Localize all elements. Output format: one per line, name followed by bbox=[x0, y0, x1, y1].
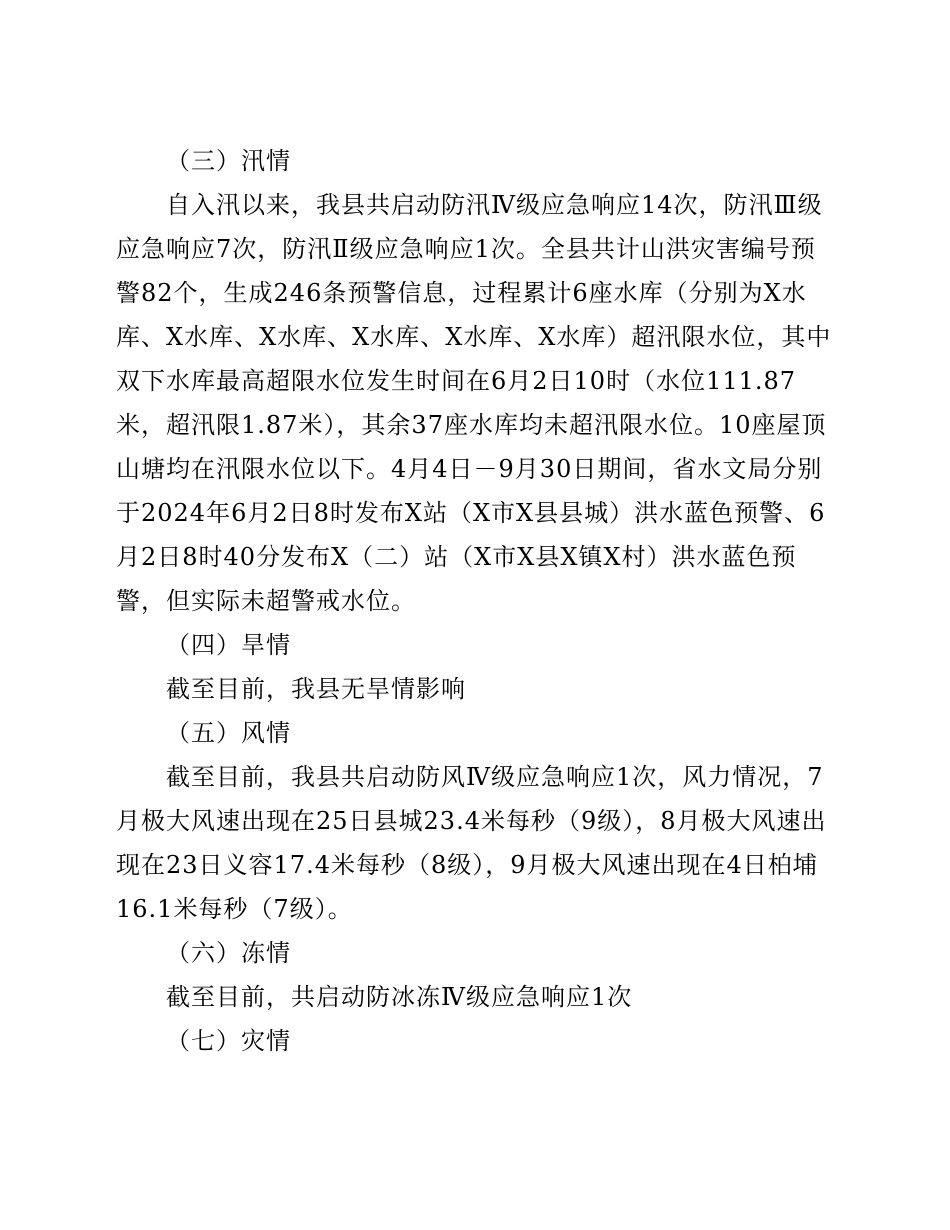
section-heading-freeze: （六）冻情 bbox=[166, 939, 291, 967]
section-paragraph-freeze: 截至目前，共启动防冰冻Ⅳ级应急响应1次 bbox=[166, 983, 633, 1011]
section-heading-wind: （五）风情 bbox=[166, 719, 291, 747]
section-paragraph-drought: 截至目前，我县无旱情影响 bbox=[166, 675, 466, 703]
section-heading-drought: （四）旱情 bbox=[166, 631, 291, 659]
section-heading-disaster: （七）灾情 bbox=[166, 1027, 291, 1055]
section-heading-flood: （三）汛情 bbox=[166, 147, 291, 175]
section-paragraph-flood: 自入汛以来，我县共启动防汛Ⅳ级应急响应14次，防汛Ⅲ级应急响应7次，防汛Ⅱ级应急响应1次。全县共计山洪灾害编号预警82个，生成246条预警信息，过程累计6座水库（分别为X水库、X水库、X水库、X水库、X水库、X水库）超汛限水位，其中双下水库最高超限水位发生时间在6月2日10时（水位111.87米，超汛限1.87米），其余37座水库均未超汛限水位。10座屋顶山塘均在汛限水位以下。4月4日－9月30日期间，省水文局分别于2024年6月2日8时发布X站（X市X县县城）洪水蓝色预警、6月2日8时40分发布X（二）站（X市X县X镇X村）洪水蓝色预警，但实际未超警戒水位。 bbox=[116, 191, 832, 615]
section-paragraph-wind: 截至目前，我县共启动防风Ⅳ级应急响应1次，风力情况，7月极大风速出现在25日县城23.4米每秒（9级），8月极大风速出现在23日义容17.4米每秒（8级），9月极大风速出现在4日柏埔16.1米每秒（7级）。 bbox=[116, 763, 827, 923]
document-body bbox=[116, 139, 832, 1063]
